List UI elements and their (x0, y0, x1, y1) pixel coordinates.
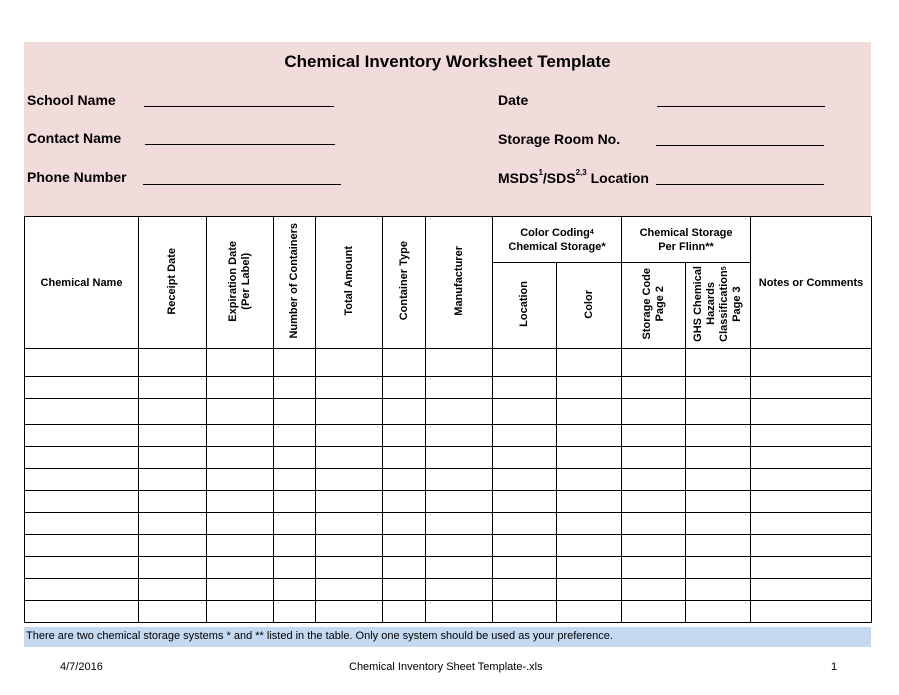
table-cell[interactable] (557, 579, 622, 601)
msds-sup2: 2,3 (575, 168, 587, 177)
storage-room-label: Storage Room No. (498, 131, 621, 147)
col-total-amount (316, 217, 383, 349)
table-cell[interactable] (557, 447, 622, 469)
table-cell[interactable] (139, 349, 207, 377)
table-cell[interactable] (751, 349, 872, 377)
table-cell[interactable] (274, 579, 316, 601)
table-cell[interactable] (622, 513, 686, 535)
inventory-table (24, 216, 872, 623)
table-cell[interactable] (383, 601, 426, 623)
expiration-date-header (227, 241, 253, 322)
table-cell[interactable] (751, 469, 872, 491)
footnote: There are two chemical storage systems * and ** listed in the table. Only one system should be used as your preference. (24, 627, 871, 647)
table-cell[interactable] (25, 491, 139, 513)
flinn-group-header (622, 217, 751, 263)
table-row (25, 557, 872, 579)
table-row (25, 469, 872, 491)
table-cell[interactable] (383, 349, 426, 377)
table-cell[interactable] (426, 513, 493, 535)
table-cell[interactable] (383, 399, 426, 425)
table-cell[interactable] (316, 349, 383, 377)
storage-room-field[interactable] (656, 145, 824, 146)
table-cell[interactable] (686, 377, 751, 399)
table-cell[interactable] (557, 601, 622, 623)
table-cell[interactable] (207, 513, 274, 535)
table-cell[interactable] (139, 425, 207, 447)
msds-location-label (498, 170, 649, 186)
table-cell[interactable] (383, 377, 426, 399)
table-cell[interactable] (622, 491, 686, 513)
table-cell[interactable] (426, 469, 493, 491)
table-cell[interactable] (493, 349, 557, 377)
table-cell[interactable] (383, 535, 426, 557)
table-cell[interactable] (316, 513, 383, 535)
table-cell[interactable] (751, 513, 872, 535)
table-cell[interactable] (493, 579, 557, 601)
table-cell[interactable] (25, 399, 139, 425)
table-cell[interactable] (139, 557, 207, 579)
table-cell[interactable] (383, 447, 426, 469)
table-cell[interactable] (686, 447, 751, 469)
ghs-line3: Classification (718, 270, 731, 342)
col-location (493, 263, 557, 349)
table-cell[interactable] (426, 601, 493, 623)
table-cell[interactable] (686, 399, 751, 425)
total-amount-header: Total Amount (342, 246, 355, 316)
table-cell[interactable] (207, 377, 274, 399)
table-row (25, 491, 872, 513)
table-cell[interactable] (622, 349, 686, 377)
table-cell[interactable] (426, 491, 493, 513)
table-cell[interactable] (493, 399, 557, 425)
table-cell[interactable] (751, 535, 872, 557)
table-cell[interactable] (25, 579, 139, 601)
table-cell[interactable] (751, 579, 872, 601)
table-cell[interactable] (686, 557, 751, 579)
table-cell[interactable] (686, 579, 751, 601)
msds-suffix: Location (586, 170, 649, 186)
msds-location-field[interactable] (656, 184, 824, 185)
table-row (25, 447, 872, 469)
col-notes (751, 217, 872, 349)
contact-name-field[interactable] (145, 144, 335, 145)
flinn-line1: Chemical Storage (639, 226, 733, 239)
table-cell[interactable] (493, 469, 557, 491)
table-cell[interactable] (622, 469, 686, 491)
table-cell[interactable] (622, 535, 686, 557)
table-cell[interactable] (383, 557, 426, 579)
table-cell[interactable] (274, 491, 316, 513)
ghs-line4: Page 3 (731, 286, 744, 322)
table-cell[interactable] (493, 601, 557, 623)
header-band (24, 42, 871, 216)
table-cell[interactable] (316, 399, 383, 425)
table-cell[interactable] (139, 491, 207, 513)
table-cell[interactable] (426, 425, 493, 447)
table-row (25, 601, 872, 623)
table-cell[interactable] (686, 535, 751, 557)
number-of-containers-header: Number of Containers (288, 223, 300, 339)
date-label: Date (498, 92, 529, 108)
table-cell[interactable] (383, 579, 426, 601)
flinn-line2: Per Flinn** (658, 240, 714, 253)
color-header: Color (582, 289, 595, 319)
table-cell[interactable] (139, 377, 207, 399)
table-cell[interactable] (207, 399, 274, 425)
table-cell[interactable] (207, 469, 274, 491)
table-cell[interactable] (686, 469, 751, 491)
color-coding-line2: Chemical Storage* (508, 240, 606, 253)
table-cell[interactable] (316, 491, 383, 513)
table-cell[interactable] (383, 513, 426, 535)
table-cell[interactable] (25, 601, 139, 623)
table-cell[interactable] (139, 579, 207, 601)
table-cell[interactable] (316, 425, 383, 447)
table-cell[interactable] (25, 377, 139, 399)
chemical-name-header: Chemical Name (40, 276, 123, 289)
table-cell[interactable] (493, 491, 557, 513)
table-cell[interactable] (751, 425, 872, 447)
page-title: Chemical Inventory Worksheet Template (284, 52, 611, 71)
ghs-header (692, 266, 744, 342)
table-cell[interactable] (25, 535, 139, 557)
footer-filename: Chemical Inventory Sheet Template-.xls (349, 661, 543, 673)
table-cell[interactable] (25, 469, 139, 491)
phone-number-label: Phone Number (27, 169, 127, 185)
table-cell[interactable] (207, 349, 274, 377)
col-container-type (383, 217, 426, 349)
col-chemical-name (25, 217, 139, 349)
table-cell[interactable] (557, 377, 622, 399)
table-row (25, 513, 872, 535)
table-cell[interactable] (316, 377, 383, 399)
table-cell[interactable] (622, 447, 686, 469)
table-cell[interactable] (622, 557, 686, 579)
footer-page: 1 (831, 661, 838, 673)
col-number-of-containers (274, 217, 316, 349)
table-cell[interactable] (139, 469, 207, 491)
phone-number-field[interactable] (143, 184, 341, 185)
receipt-date-header: Receipt Date (166, 247, 178, 315)
table-cell[interactable] (751, 377, 872, 399)
table-cell[interactable] (557, 491, 622, 513)
table-cell[interactable] (622, 377, 686, 399)
table-row (25, 535, 872, 557)
table-cell[interactable] (557, 469, 622, 491)
table-body (25, 349, 872, 623)
table-row (25, 349, 872, 377)
table-cell[interactable] (426, 579, 493, 601)
table-row (25, 377, 872, 399)
expiration-date-line2: (Per Label) (240, 252, 252, 310)
table-cell[interactable] (426, 399, 493, 425)
school-name-field[interactable] (144, 106, 334, 107)
table-cell[interactable] (274, 377, 316, 399)
table-cell[interactable] (274, 399, 316, 425)
table-cell[interactable] (274, 349, 316, 377)
table-cell[interactable] (751, 399, 872, 425)
ghs-line1: GHS Chemical (692, 266, 705, 342)
storage-code-line2: Page 2 (653, 286, 666, 322)
table-cell[interactable] (25, 425, 139, 447)
table-cell[interactable] (274, 513, 316, 535)
table-row (25, 579, 872, 601)
table-cell[interactable] (383, 469, 426, 491)
table-cell[interactable] (207, 491, 274, 513)
table-row (25, 425, 872, 447)
table-cell[interactable] (25, 513, 139, 535)
table-cell[interactable] (426, 377, 493, 399)
table-cell[interactable] (622, 601, 686, 623)
expiration-date-line1: Expiration Date (227, 240, 239, 322)
container-type-header: Container Type (397, 241, 410, 321)
storage-code-line1: Storage Code (640, 268, 653, 340)
table-cell[interactable] (139, 447, 207, 469)
color-coding-group-header (493, 217, 622, 263)
table-cell[interactable] (751, 601, 872, 623)
table-cell[interactable] (316, 557, 383, 579)
col-color (557, 263, 622, 349)
table-cell[interactable] (207, 447, 274, 469)
table-cell[interactable] (426, 447, 493, 469)
table-cell[interactable] (426, 557, 493, 579)
table-cell[interactable] (25, 557, 139, 579)
table-cell[interactable] (622, 399, 686, 425)
table-cell[interactable] (316, 447, 383, 469)
table-cell[interactable] (493, 377, 557, 399)
date-field[interactable] (657, 106, 825, 107)
table-cell[interactable] (622, 425, 686, 447)
ghs-line2: Hazards (705, 282, 718, 326)
table-cell[interactable] (426, 349, 493, 377)
table-cell[interactable] (493, 535, 557, 557)
table-cell[interactable] (274, 535, 316, 557)
table-cell[interactable] (557, 349, 622, 377)
table-cell[interactable] (274, 557, 316, 579)
msds-prefix: MSDS (498, 170, 539, 186)
msds-sup1: 1 (538, 168, 543, 177)
table-cell[interactable] (207, 579, 274, 601)
ghs-sup: 5 (721, 266, 729, 271)
table-cell[interactable] (274, 425, 316, 447)
table-cell[interactable] (274, 469, 316, 491)
table-cell[interactable] (493, 557, 557, 579)
table-cell[interactable] (686, 349, 751, 377)
table-cell[interactable] (557, 399, 622, 425)
table-cell[interactable] (557, 557, 622, 579)
contact-name-label: Contact Name (27, 130, 122, 146)
table-cell[interactable] (316, 579, 383, 601)
table-cell[interactable] (557, 513, 622, 535)
col-ghs (686, 263, 751, 349)
table-row (25, 399, 872, 425)
table-cell[interactable] (383, 425, 426, 447)
location-header: Location (518, 281, 530, 327)
table-cell[interactable] (139, 535, 207, 557)
table-cell[interactable] (139, 601, 207, 623)
table-cell[interactable] (383, 491, 426, 513)
table-cell[interactable] (207, 425, 274, 447)
table-cell[interactable] (557, 535, 622, 557)
table-cell[interactable] (25, 447, 139, 469)
table-cell[interactable] (207, 557, 274, 579)
table-cell[interactable] (686, 601, 751, 623)
table-cell[interactable] (426, 535, 493, 557)
table-cell[interactable] (274, 601, 316, 623)
color-coding-line1: Color Coding (520, 226, 590, 239)
table-cell[interactable] (557, 425, 622, 447)
col-manufacturer (426, 217, 493, 349)
table-cell[interactable] (207, 601, 274, 623)
table-cell[interactable] (686, 425, 751, 447)
table-cell[interactable] (686, 513, 751, 535)
storage-code-header (641, 268, 667, 340)
table-cell[interactable] (316, 535, 383, 557)
footer-date: 4/7/2016 (60, 661, 103, 673)
table-cell[interactable] (686, 491, 751, 513)
table-cell[interactable] (25, 349, 139, 377)
col-expiration-date (207, 217, 274, 349)
table-cell[interactable] (751, 447, 872, 469)
msds-mid: /SDS (542, 170, 576, 186)
col-storage-code (622, 263, 686, 349)
table-cell[interactable] (207, 535, 274, 557)
table-cell[interactable] (751, 491, 872, 513)
table-cell[interactable] (493, 425, 557, 447)
table-cell[interactable] (493, 447, 557, 469)
table-cell[interactable] (316, 601, 383, 623)
table-cell[interactable] (139, 513, 207, 535)
col-receipt-date (139, 217, 207, 349)
manufacturer-header: Manufacturer (452, 246, 465, 316)
table-cell[interactable] (316, 469, 383, 491)
notes-header: Notes or Comments (758, 276, 864, 289)
table-cell[interactable] (139, 399, 207, 425)
color-coding-sup: 4 (589, 228, 594, 236)
table-cell[interactable] (751, 557, 872, 579)
table-cell[interactable] (622, 579, 686, 601)
school-name-label: School Name (27, 92, 116, 108)
table-cell[interactable] (493, 513, 557, 535)
table-cell[interactable] (274, 447, 316, 469)
